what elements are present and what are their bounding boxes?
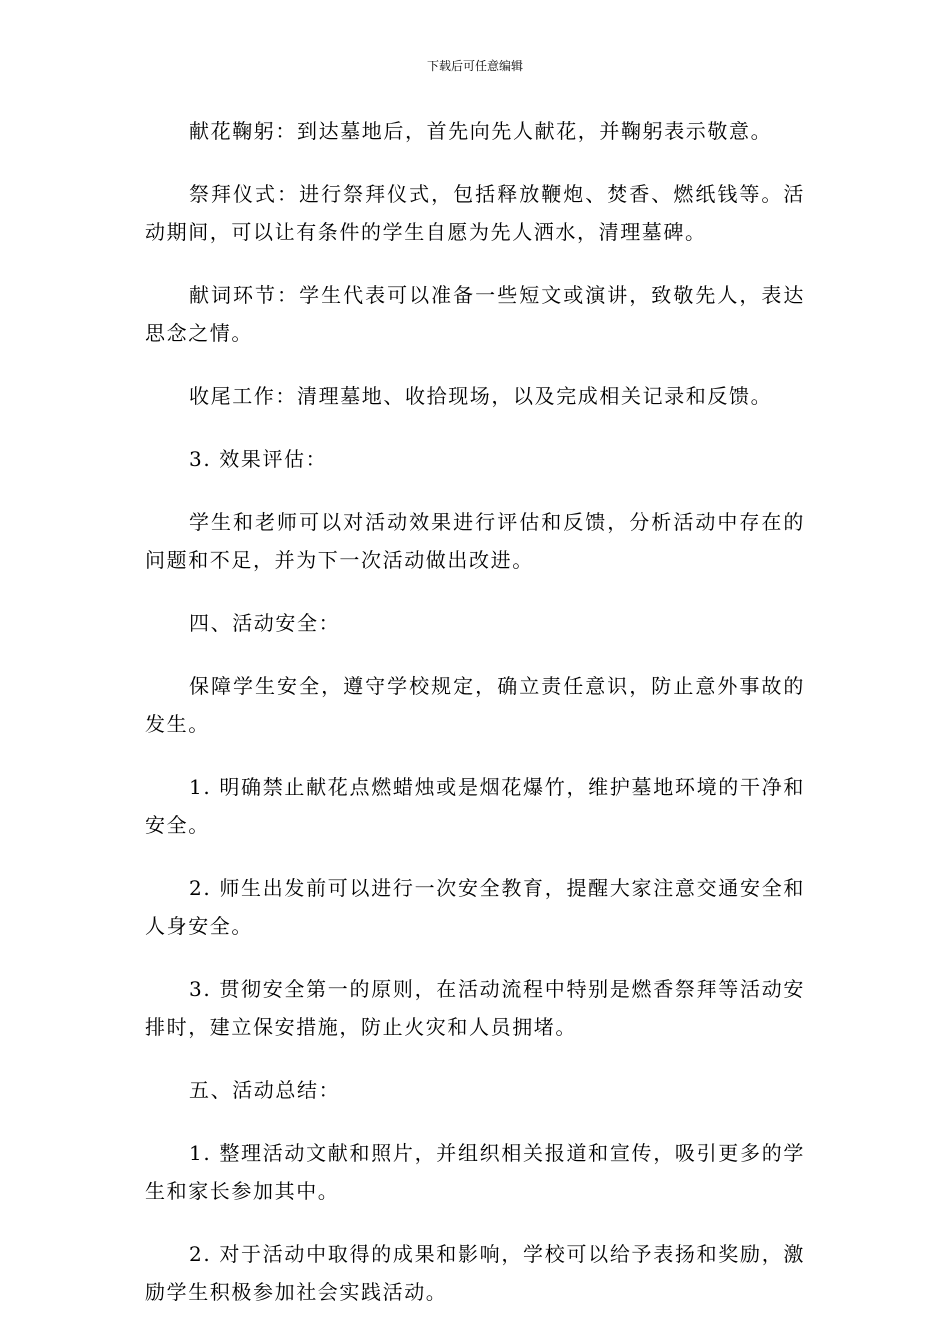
document-body (145, 112, 805, 1336)
list-item-summary-1: 1. 整理活动文献和照片，并组织相关报道和宣传，吸引更多的学生和家长参加其中。 (145, 1141, 805, 1203)
list-item-safety-1: 1. 明确禁止献花点燃蜡烛或是烟花爆竹，维护墓地环境的干净和安全。 (145, 775, 805, 837)
paragraph-worship-ceremony: 祭拜仪式：进行祭拜仪式，包括释放鞭炮、焚香、燃纸钱等。活动期间，可以让有条件的学生自愿为先人洒水，清理墓碑。 (145, 182, 805, 244)
paragraph-tribute-speech: 献词环节：学生代表可以准备一些短文或演讲，致敬先人，表达思念之情。 (145, 283, 805, 345)
paragraph-evaluation: 学生和老师可以对活动效果进行评估和反馈，分析活动中存在的问题和不足，并为下一次活动做出改进。 (145, 510, 805, 572)
paragraph-closing-work: 收尾工作：清理墓地、收拾现场，以及完成相关记录和反馈。 (189, 384, 773, 408)
heading-activity-summary: 五、活动总结： (189, 1078, 341, 1102)
list-item-safety-2: 2. 师生出发前可以进行一次安全教育，提醒大家注意交通安全和人身安全。 (145, 876, 805, 938)
heading-activity-safety: 四、活动安全： (189, 611, 341, 635)
paragraph-safety-intro: 保障学生安全，遵守学校规定，确立责任意识，防止意外事故的发生。 (145, 674, 805, 736)
list-item-safety-3: 3. 贯彻安全第一的原则，在活动流程中特别是燃香祭拜等活动安排时，建立保安措施，防止火灾和人员拥堵。 (145, 977, 805, 1039)
heading-effect-evaluation: 3. 效果评估： (189, 447, 328, 471)
paragraph-offering-flowers: 献花鞠躬：到达墓地后，首先向先人献花，并鞠躬表示敬意。 (189, 119, 773, 143)
list-item-summary-2: 2. 对于活动中取得的成果和影响，学校可以给予表扬和奖励，激励学生积极参加社会实践活动。 (145, 1242, 805, 1304)
page-header: 下载后可任意编辑 (426, 59, 523, 73)
